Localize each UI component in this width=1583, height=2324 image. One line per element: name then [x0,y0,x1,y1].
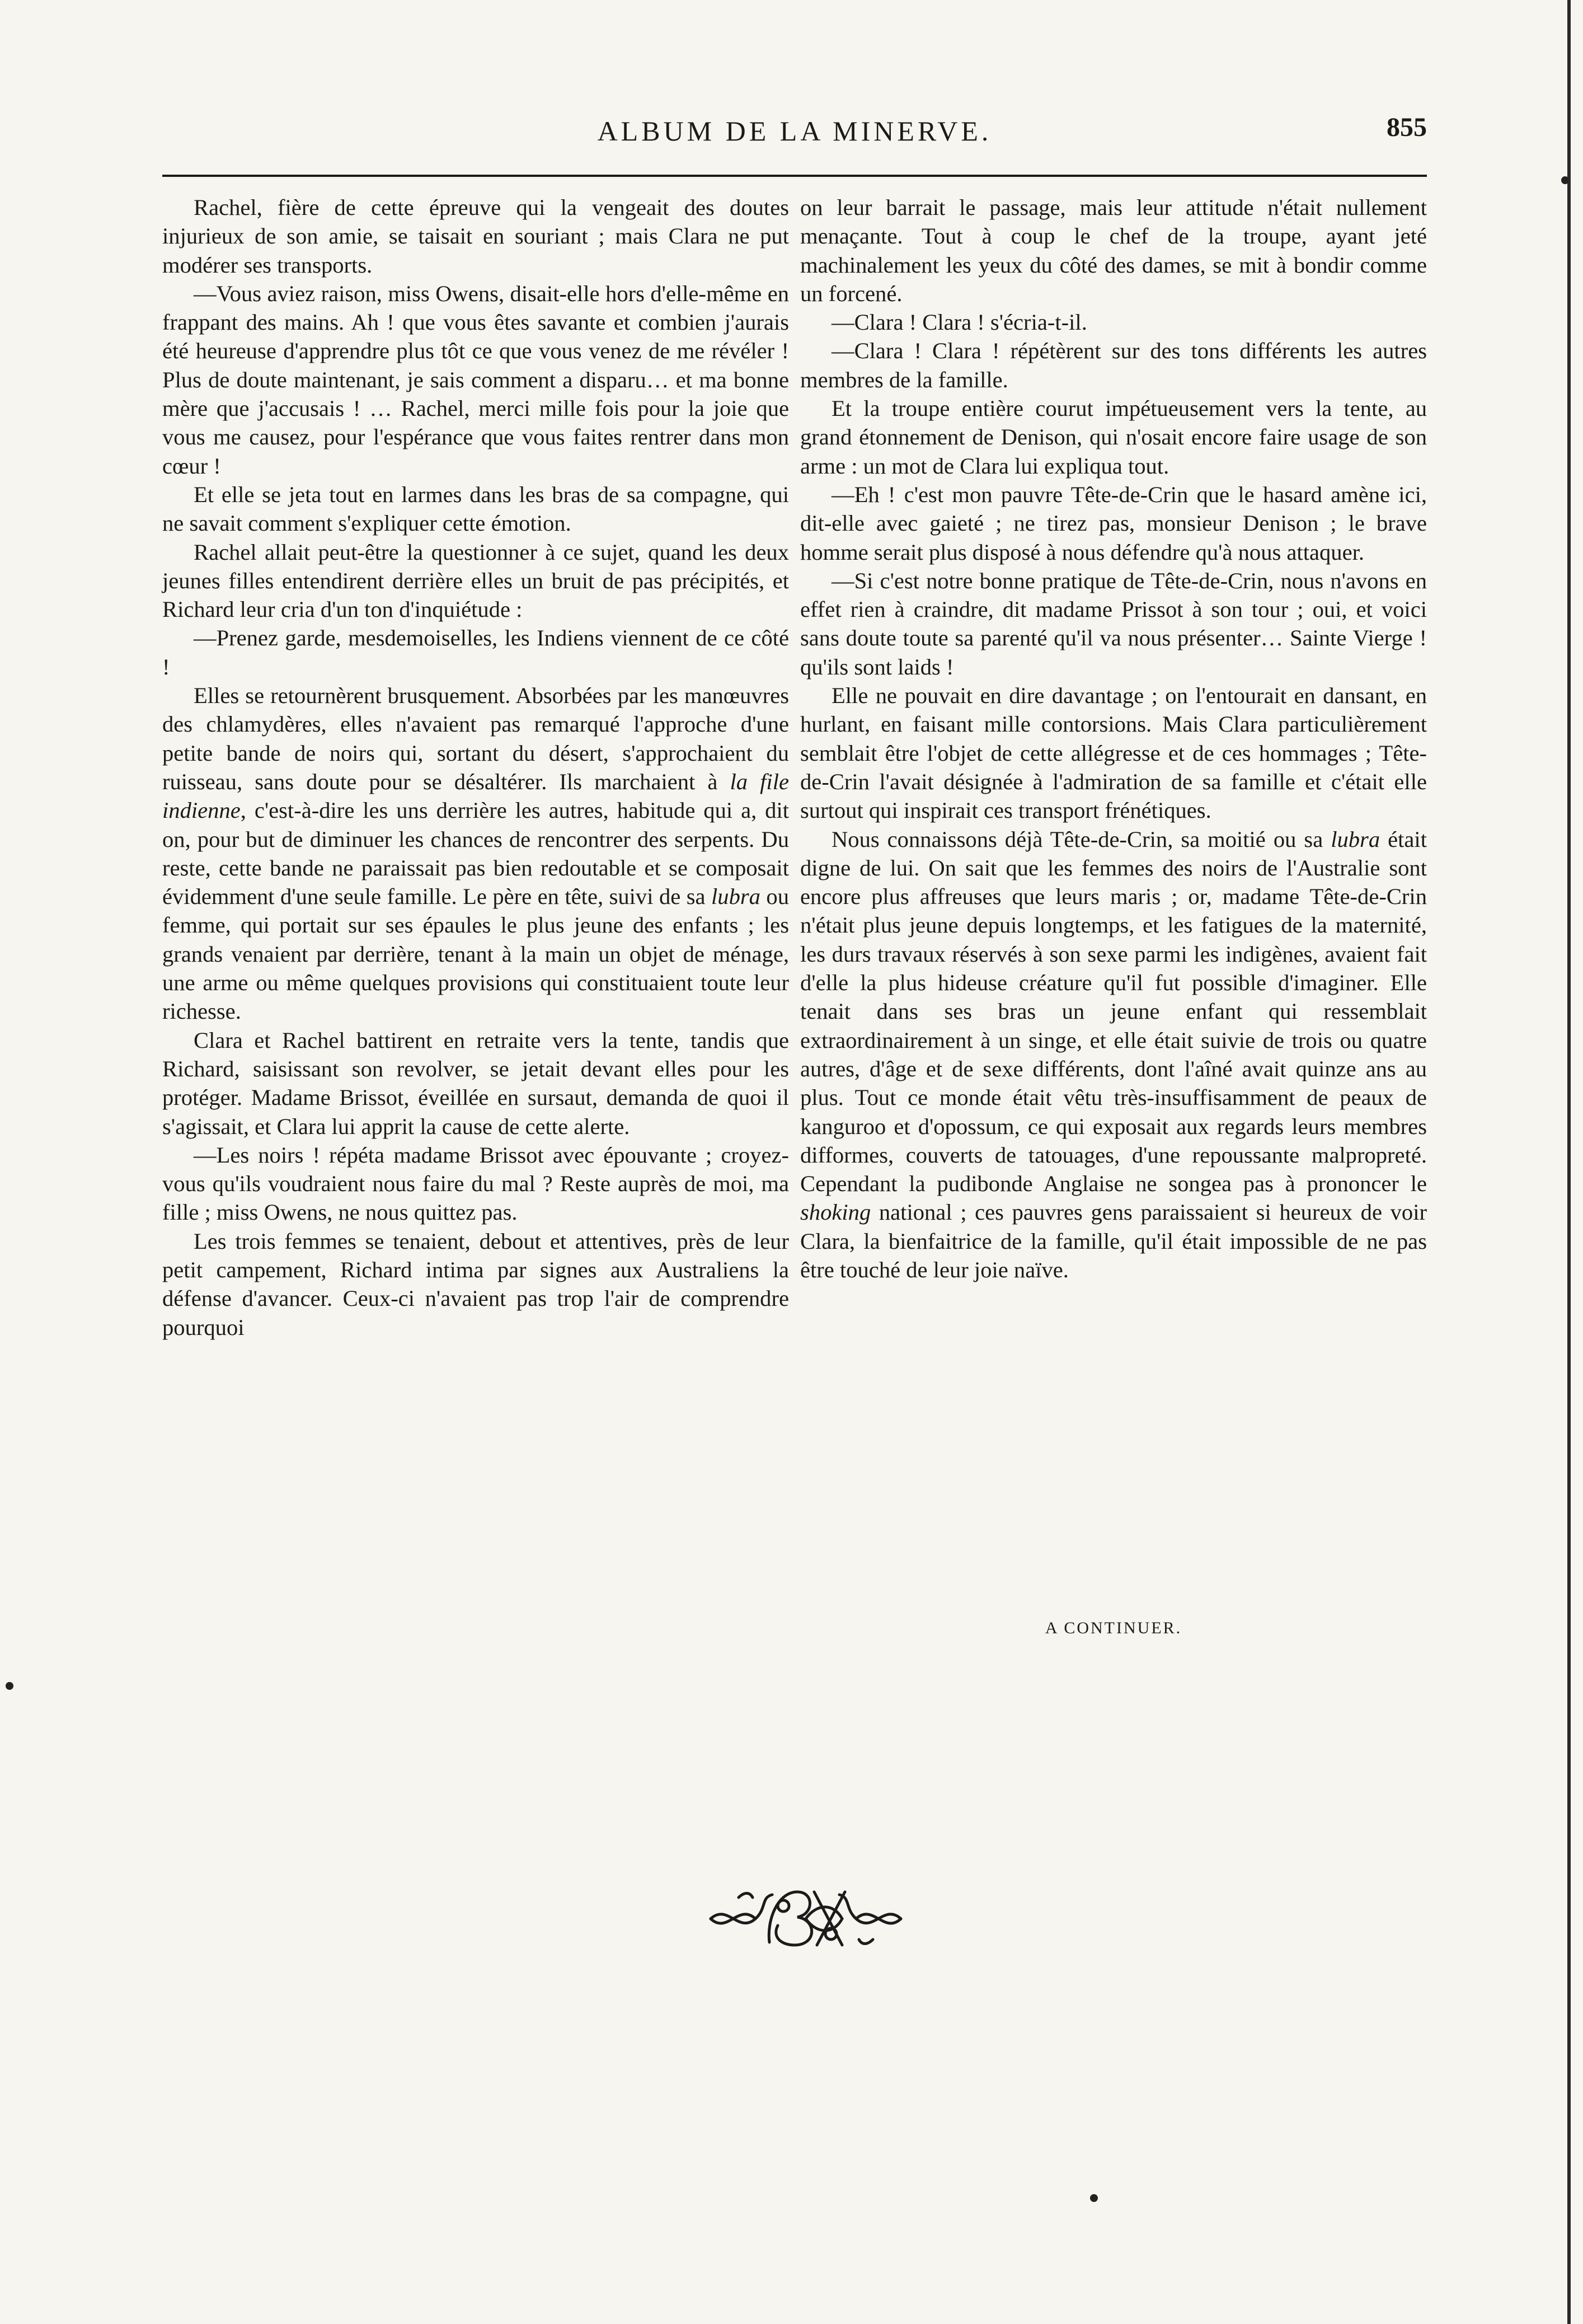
floral-monogram-ornament-icon [705,1881,906,1956]
continue-notice: A CONTINUER. [1045,1619,1182,1637]
paragraph: —Les noirs ! répéta madame Brissot avec épouvante ; croyez-vous qu'ils voudraient nous faire du mal ? Reste auprès de moi, ma fille ; miss Owens, ne nous quittez pas. [162,1142,789,1225]
paragraph: —Eh ! c'est mon pauvre Tête-de-Crin que le hasard amène ici, dit-elle avec gaieté ; ne tirez pas, monsieur Denison ; le brave homme serait plus disposé à nous défendre qu'à nous attaquer. [800,481,1427,565]
page-header [162,115,1427,160]
paragraph: Les trois femmes se tenaient, debout et attentives, près de leur petit campement, Richard intima par signes aux Australiens la défense d'avancer. Ceux-ci n'avaient pas trop l'air de comprendre pourquoi [162,1228,789,1340]
paragraph: —Si c'est notre bonne pratique de Tête-de-Crin, nous n'avons en effet rien à craindre, dit madame Prissot à son tour ; oui, et voici sans doute toute sa parenté qu'il va nous présenter… Sainte Vierge ! qu'ils sont laids ! [800,568,1427,680]
paragraph: Elles se retournèrent brusquement. Absorbées par les manœuvres des chlamydères, elles n'avaient pas remarqué l'approche d'une petite bande de noirs qui, sortant du désert, s'approchaient du ruisseau, sans doute pour se désaltérer. Ils marchaient à la file indienne, c'est-à-dire les uns derrière les autres, habitude qui a, dit on, pour but de diminuer les chances de rencontrer des serpents. Du reste, cette bande ne paraissait pas bien redoutable et se composait évidemment d'une seule famille. Le père en tête, suivi de sa lubra ou femme, qui portait sur ses épaules le plus jeune des enfants ; les grands venaient par derrière, tenant à la main un objet de ménage, une arme ou même quelques provisions qui constituaient toute leur richesse. [162,683,789,1024]
paragraph: —Prenez garde, mesdemoiselles, les Indiens viennent de ce côté ! [162,625,789,680]
paragraph: Elle ne pouvait en dire davantage ; on l'entourait en dansant, en hurlant, en faisant mille contorsions. Mais Clara particulièrement semblait être l'objet de cette allégresse et de ces hommages ; Tête-de-Crin l'avait désignée à l'admiration de sa famille et c'était elle surtout qui inspirait ces transport frénétiques. [800,683,1427,823]
paragraph: —Clara ! Clara ! s'écria-t-il. [832,310,1087,335]
paragraph: —Vous aviez raison, miss Owens, disait-elle hors d'elle-même en frappant des mains. Ah ! que vous êtes savante et combien j'aurais été heureuse d'apprendre plus tôt ce que vous venez de me révéler ! Plus de doute maintenant, je sais comment a disparu… et ma bonne mère que j'accusais ! … Rachel, merci mille fois pour la joie que vous me causez, pour l'espérance que vous faites rentrer dans mon cœur ! [162,280,789,479]
paragraph: Clara et Rachel battirent en retraite vers la tente, tandis que Richard, saisissant son revolver, se jetait devant elles pour les protéger. Madame Brissot, éveillée en sursaut, demanda de quoi il s'agissait, et Clara lui apprit la cause de cette alerte. [162,1027,789,1139]
paragraph: Et la troupe entière courut impétueusement vers la tente, au grand étonnement de Denison, qui n'osait encore faire usage de son arme : un mot de Clara lui expliqua tout. [800,396,1427,479]
publication-title: ALBUM DE LA MINERVE. [597,115,992,147]
paragraph: on leur barrait le passage, mais leur attitude n'était nullement menaçante. Tout à coup le chef de la troupe, ayant jeté machinalement les yeux du côté des dames, se mit à bondir comme un forcené. [800,195,1427,306]
print-speck [1090,2194,1098,2202]
print-speck [6,1682,13,1690]
paragraph: Rachel, fière de cette épreuve qui la vengeait des doutes injurieux de son amie, se taisait en souriant ; mais Clara ne put modérer ses transports. [162,195,789,278]
page-edge [1567,0,1571,2324]
paragraph: Nous connaissons déjà Tête-de-Crin, sa moitié ou sa lubra était digne de lui. On sait que les femmes des noirs de l'Australie sont encore plus affreuses que leurs maris ; or, madame Tête-de-Crin n'était plus jeune depuis longtemps, et les fatigues de la maternité, les durs travaux réservés à son sexe parmi les indigènes, avaient fait d'elle la plus hideuse créature qu'il fut possible d'imaginer. Elle tenait dans ses bras un jeune enfant qui ressemblait extraordinairement à un singe, et elle était suivie de trois ou quatre autres, d'âge et de sexe différents, dont l'aîné avait quinze ans au plus. Tout ce monde était vêtu très-insuffisamment de peaux de kanguroo et d'opossum, ce qui exposait aux regards leurs membres difformes, couverts de tatouages, d'une repoussante malpropreté. Cependant la pudibonde Anglaise ne songea pas à prononcer le shoking national ; ces pauvres gens paraissaient si heureux de voir Clara, la bienfaitrice de la famille, qu'il était impossible de ne pas être touché de leur joie naïve. [800,826,1427,1282]
paragraph: —Clara ! Clara ! répétèrent sur des tons différents les autres membres de la famille. [800,338,1427,392]
print-speck [1561,176,1569,184]
header-rule [162,175,1427,177]
right-column [800,193,1427,1284]
paragraph: Rachel allait peut-être la questionner à ce sujet, quand les deux jeunes filles entendirent derrière elles un bruit de pas précipités, et Richard leur cria d'un ton d'inquiétude : [162,539,789,622]
page-number: 855 [1387,113,1427,142]
paragraph: Et elle se jeta tout en larmes dans les bras de sa compagne, qui ne savait comment s'expliquer cette émotion. [162,481,789,536]
left-column [162,193,789,1342]
